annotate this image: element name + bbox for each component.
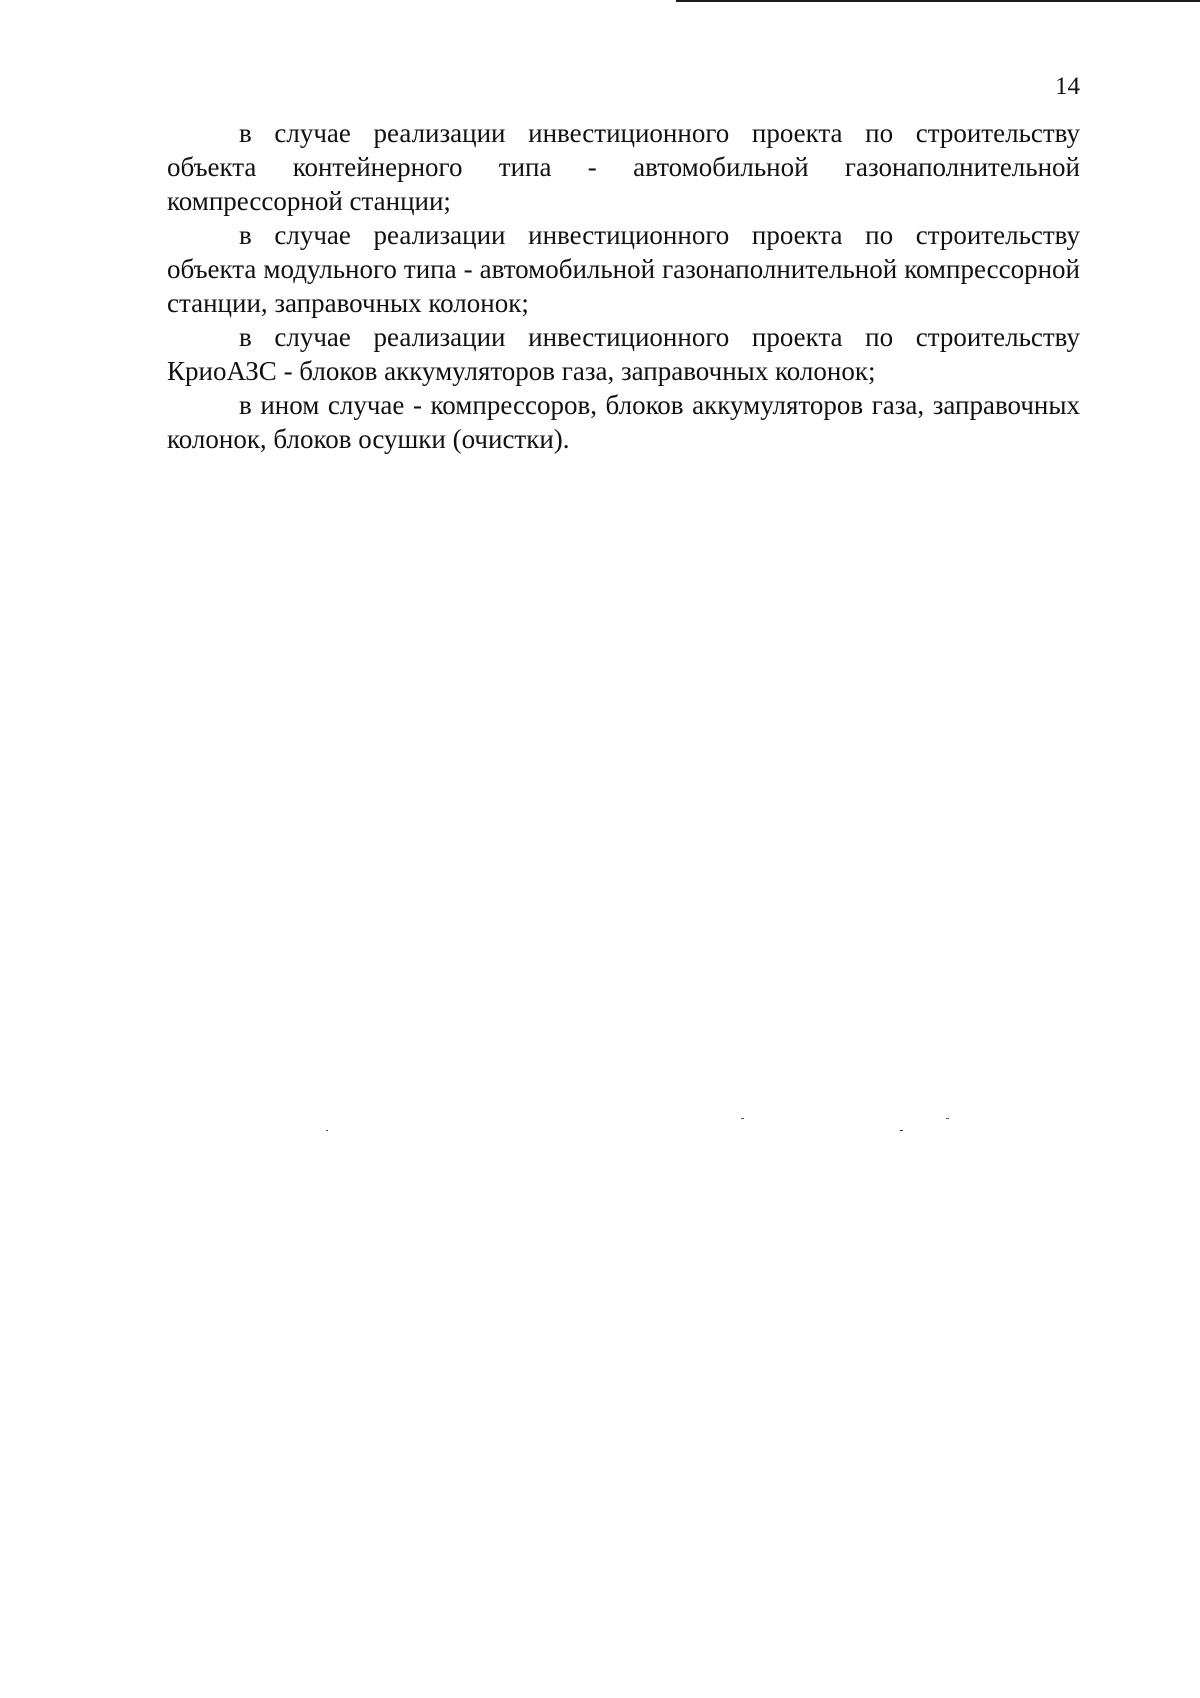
paragraph-other-case: в ином случае - компрессоров, блоков аккумуляторов газа, заправочных колонок, блоков осушки (очистки). (167, 390, 1080, 454)
paragraph-container-object: в случае реализации инвестиционного проекта по строительству объекта контейнерного типа - автомобильной газонаполнительной компрессорной станции; (167, 118, 1080, 216)
scan-speck (741, 1118, 744, 1119)
scan-top-edge (676, 0, 1200, 2)
page-number: 14 (1055, 73, 1080, 100)
scan-speck (326, 1130, 328, 1131)
paragraph-modular-object: в случае реализации инвестиционного проекта по строительству объекта модульного типа - автомобильной газонаполнительной компрессорной станции, заправочных колонок; (167, 220, 1080, 318)
scan-speck (900, 1130, 903, 1131)
paragraph-kriоazs: в случае реализации инвестиционного проекта по строительству КриоАЗС - блоков аккумуляторов газа, заправочных колонок; (167, 322, 1080, 386)
scan-speck (946, 1118, 949, 1119)
document-body (167, 116, 1080, 456)
